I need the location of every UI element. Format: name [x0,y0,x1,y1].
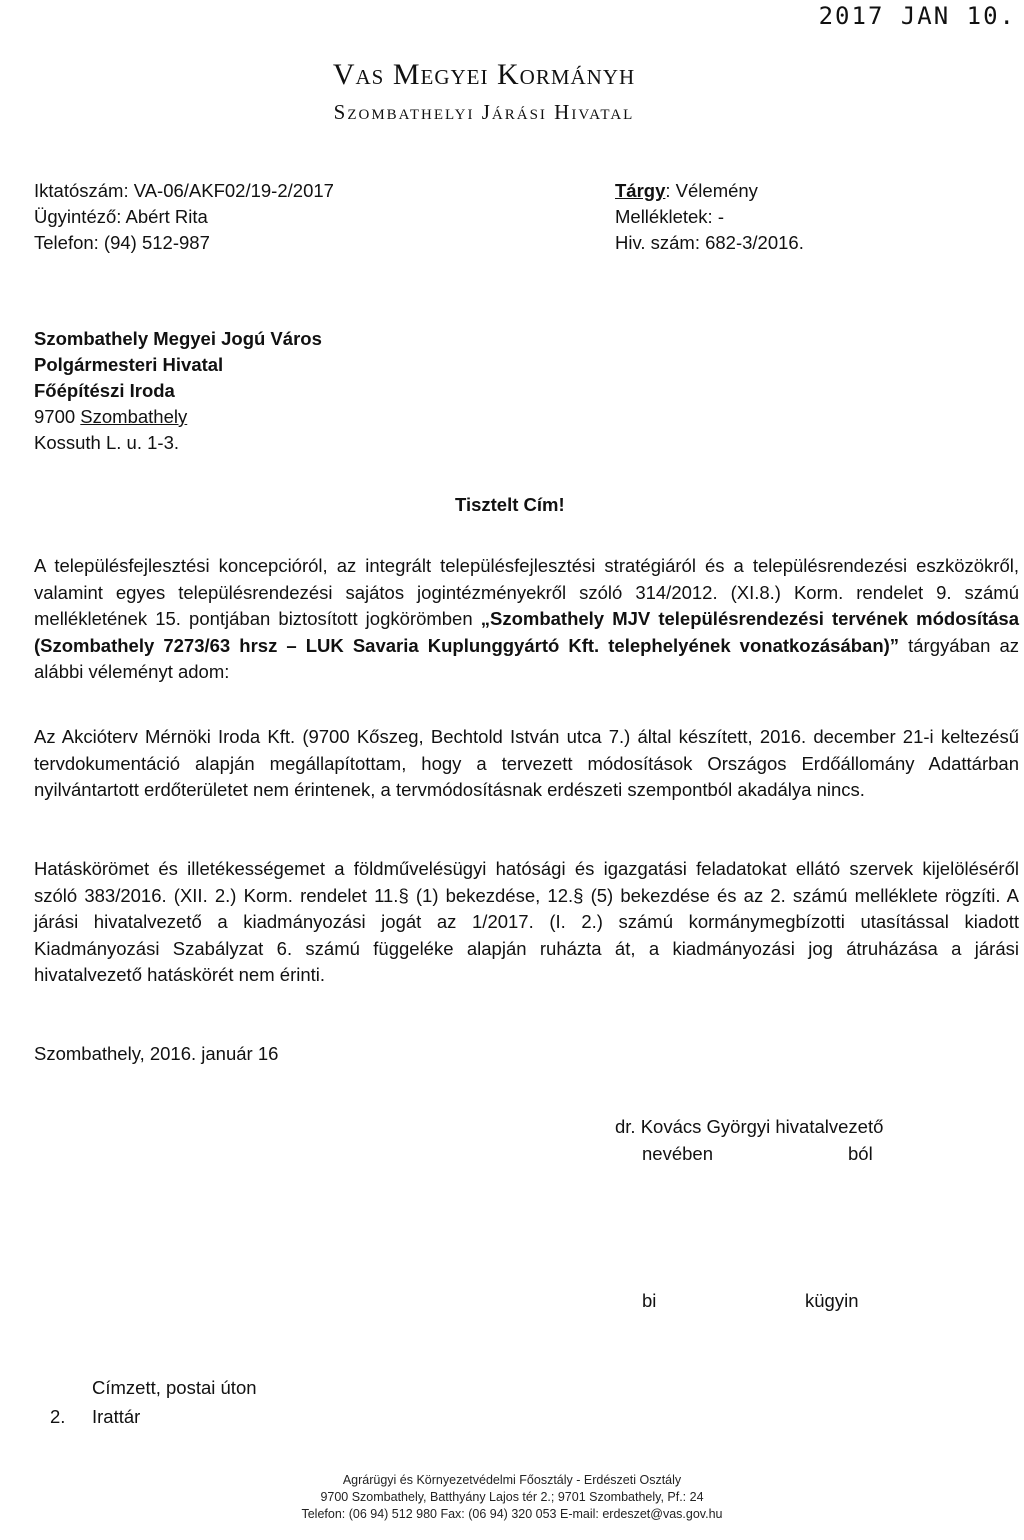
place-and-date: Szombathely, 2016. január 16 [34,1043,279,1064]
opinion-paragraph [34,553,1019,686]
signatory-fragment-1: bi [642,1290,657,1311]
signatory-on-behalf: nevében [642,1143,713,1164]
recipient-city-line [34,404,322,430]
recipient-street: Kossuth L. u. 1-3. [34,432,180,453]
distribution-item-1: Címzett, postai úton [92,1377,257,1398]
subject-line [615,178,804,204]
footer-contact: Telefon: (06 94) 512 980 Fax: (06 94) 320 053 E-mail: erdeszet@vas.gov.hu [301,1507,723,1521]
opinion-text-a: A településfejlesztési koncepcióról, az integrált településfejlesztési stratégiáról és a településrendezési eszközökről, valamint egyes településrendezési sajátos jogintézményekről szóló 314/2012. (XI.8.) Korm. rendelet 9. számú mellékletének 15. pontjában biztosított jogkörömben [34,555,1019,629]
opinion-subject: „Szombathely MJV településrendezési tervének módosítása (Szombathely 7273/63 hrsz – LUK Savaria Kuplunggyártó Kft. telephelyének vonatkozásában)” [34,608,1019,656]
recipient-line-3: Főépítészi Iroda [34,380,175,401]
distribution-number-2: 2. [50,1406,66,1427]
recipient-line-1: Szombathely Megyei Jogú Város [34,328,322,349]
signatory-fragment-2: kügyin [805,1290,859,1311]
reference-number: Hiv. szám: 682-3/2016. [615,232,804,253]
recipient-city: Szombathely [80,406,188,427]
opinion-text-b: tárgyában az alábbi véleményt adom: [34,634,1019,682]
subject-label: Tárgy [615,180,666,201]
salutation: Tisztelt Cím! [455,494,565,515]
received-date-stamp: 2017 JAN 10. [818,2,1016,30]
recipient-address [34,326,322,456]
recipient-line-2: Polgármesteri Hivatal [34,354,224,375]
distribution-item-2: Irattár [92,1406,141,1427]
recipient-zip: 9700 [34,406,81,427]
signatory-suffix: ból [848,1143,873,1164]
footer-address: 9700 Szombathely, Batthyány Lajos tér 2.; 9701 Szombathely, Pf.: 24 [320,1490,704,1504]
subject-value: : Vélemény [665,180,758,201]
subject-block [615,178,804,256]
file-number: Iktatószám: VA-06/AKF02/19-2/2017 [34,180,334,201]
reference-block [34,178,334,256]
footer [0,1472,1024,1523]
signatory-name: dr. Kovács Györgyi hivatalvezető [615,1116,884,1137]
authority-paragraph: Hatáskörömet és illetékességemet a földművelésügyi hatósági és igazgatási feladatokat ellátó szervek kijelöléséről szóló 383/2016. (XII. 2.) Korm. rendelet 11.§ (1) bekezdése, 12.§ (5) bekezdése és az 2. számú melléklete rögzíti. A járási hivatalvezető a kiadmányozási jogát az 1/2017. (I. 2.) számú kormánymegbízotti utasítással kiadott Kiadmányozási Szabályzat 6. számú függeléke alapján ruházta át, a kiadmányozási jog átruházása a járási hivatalvezető hatáskörét nem érinti. [34,858,1019,985]
footer-department: Agrárügyi és Környezetvédelmi Főosztály - Erdészeti Osztály [342,1473,682,1487]
office-name: Szombathelyi Járási Hivatal [333,100,635,124]
phone-number: Telefon: (94) 512-987 [34,232,210,253]
issuer-name: Vas Megyei Kormányh [332,58,636,91]
case-officer: Ügyintéző: Abért Rita [34,206,208,227]
findings-paragraph: Az Akcióterv Mérnöki Iroda Kft. (9700 Kőszeg, Bechtold István utca 7.) által készített, 2016. december 21-i keltezésű tervdokumentáció alapján megállapítottam, hogy a tervezett módosítások Országos Erdőállomány Adattárban nyilvántartott erdőterületet nem érintenek, a tervmódosításnak erdészeti szempontból akadálya nincs. [34,726,1019,800]
attachments-line: Mellékletek: - [615,206,724,227]
